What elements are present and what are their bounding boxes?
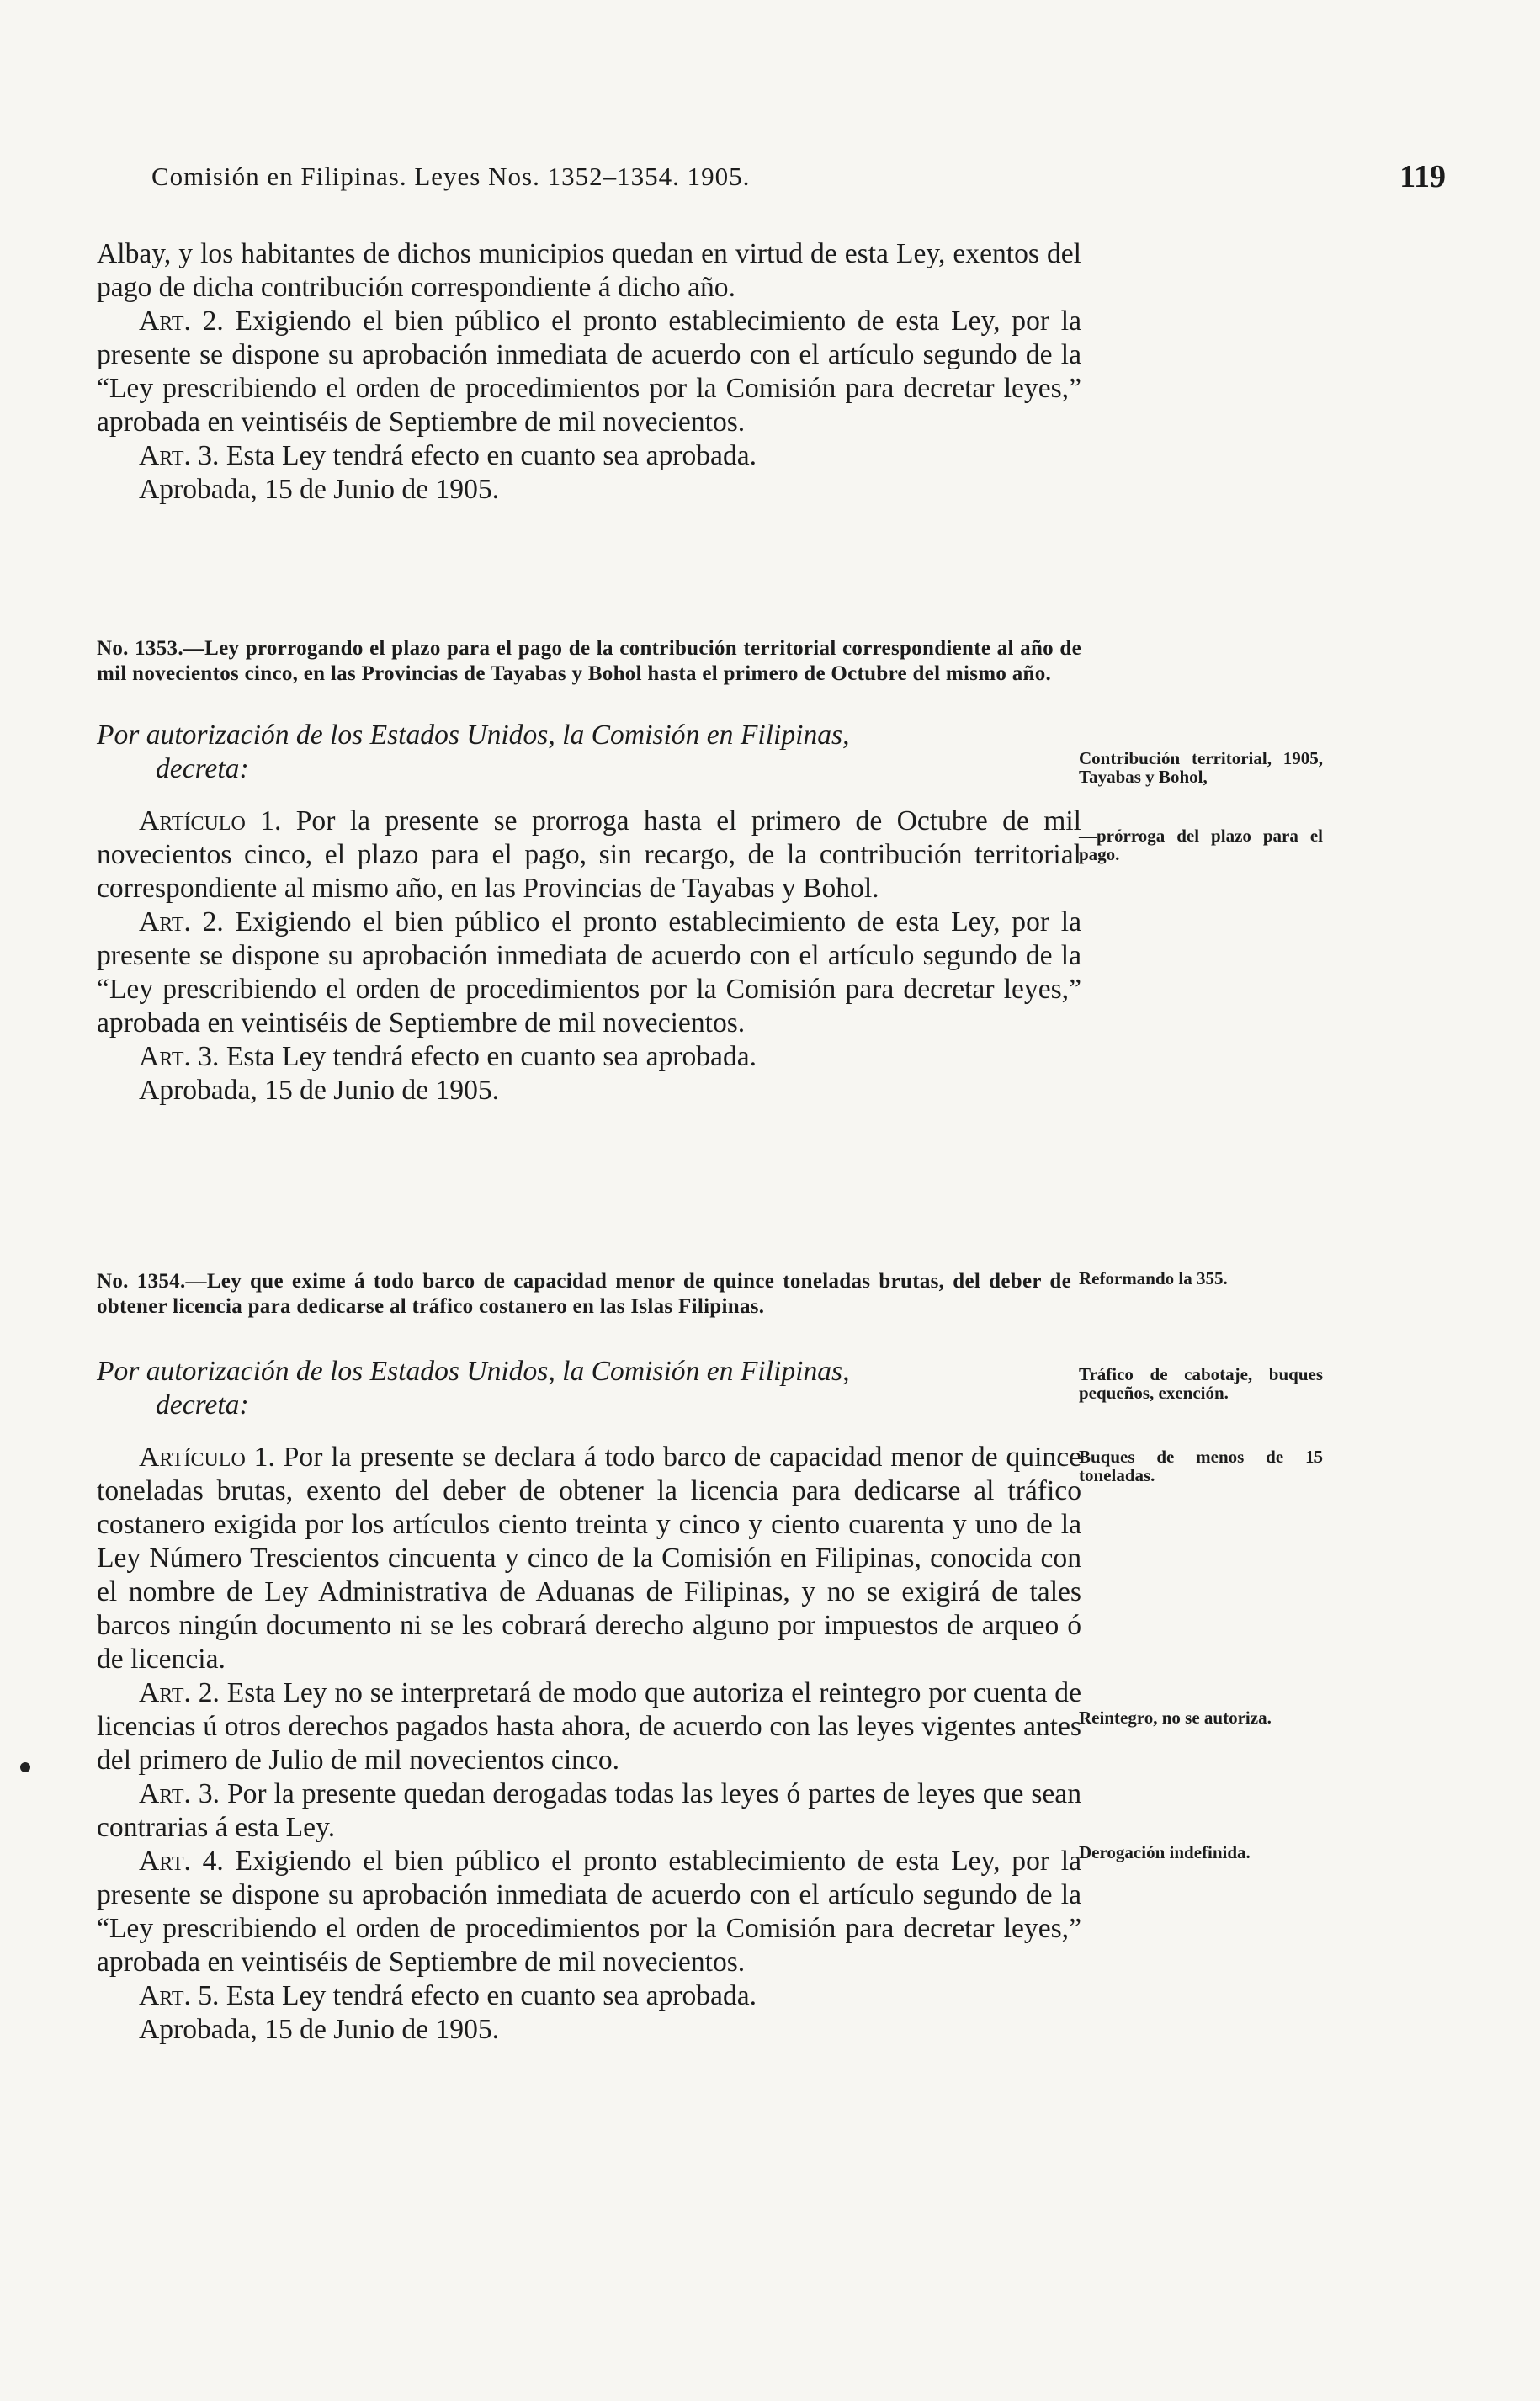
- law-heading: No. 1354.—Ley que exime á todo barco de capacidad menor de quince toneladas brutas, del deber de obtener licencia para dedicarse al tráfico costanero en las Islas Filipinas.: [97, 1270, 1071, 1318]
- margin-note: Reintegro, no se autoriza.: [1079, 1708, 1272, 1728]
- article-4: Art. 4. Exigiendo el bien público el pronto establecimiento de esta Ley, por la presente se dispone su aprobación inmediata de acuerdo con el artículo segundo de la “Ley prescribiendo el orden de procedimientos por la Comisión para decretar leyes,” aprobada en veintiséis de Septiembre de mil novecientos.: [97, 1846, 1081, 1978]
- paragraph: Albay, y los habitantes de dichos municipios quedan en virtud de esta Ley, exentos del pago de dicha contribución correspondiente á dicho año.: [97, 238, 1081, 303]
- law-1353: [97, 636, 1081, 1108]
- margin-note: Contribución territorial, 1905, Tayabas y Bohol,: [1079, 748, 1323, 787]
- article-1: Artículo 1. Por la presente se prorroga hasta el primero de Octubre de mil novecientos cinco, el plazo para el pago, sin recargo, de la contribución territorial correspondiente al mismo año, en las Provincias de Tayabas y Bohol.: [97, 805, 1081, 904]
- approval-date: Aprobada, 15 de Junio de 1905.: [139, 474, 500, 505]
- margin-note: Buques de menos de 15 toneladas.: [1079, 1447, 1323, 1485]
- page-number: 119: [1399, 159, 1446, 194]
- article-3: Art. 3. Esta Ley tendrá efecto en cuanto sea aprobada.: [139, 1041, 757, 1072]
- law-heading: No. 1353.—Ley prorrogando el plazo para el pago de la contribución territorial correspondiente al año de mil novecientos cinco, en las Provincias de Tayabas y Bohol hasta el primero de Octubre del mismo año.: [97, 637, 1081, 685]
- article-3: Art. 3. Por la presente quedan derogadas todas las leyes ó partes de leyes que sean contrarias á esta Ley.: [97, 1778, 1081, 1843]
- margin-note: Derogación indefinida.: [1079, 1842, 1251, 1862]
- page-header: [151, 159, 1446, 205]
- margin-note: Tráfico de cabotaje, buques pequeños, exención.: [1079, 1364, 1323, 1403]
- enacting-clause: Por autorización de los Estados Unidos, la Comisión en Filipinas, decreta:: [97, 720, 850, 784]
- margin-note: Reformando la 355.: [1079, 1268, 1228, 1288]
- running-head: Comisión en Filipinas. Leyes Nos. 1352–1354. 1905.: [151, 162, 751, 191]
- article-1: Artículo 1. Por la presente se declara á todo barco de capacidad menor de quince toneladas brutas, exento del deber de obtener la licencia para dedicarse al tráfico costanero exigida por los artículos ciento treinta y cinco y ciento cuarenta y uno de la Ley Número Trescientos cincuenta y cinco de la Comisión en Filipinas, conocida con el nombre de Ley Administrativa de Aduanas de Filipinas, y no se exigirá de tales barcos ningún documento ni se les cobrará derecho alguno por impuestos de arqueo ó de licencia.: [97, 1442, 1081, 1675]
- article-2: Art. 2. Esta Ley no se interpretará de modo que autoriza el reintegro por cuenta de licencias ú otros derechos pagados hasta ahora, de acuerdo con las leyes vigentes antes del primero de Julio de mil novecientos cinco.: [97, 1677, 1081, 1776]
- article-2: Art. 2. Exigiendo el bien público el pronto establecimiento de esta Ley, por la presente se dispone su aprobación inmediata de acuerdo con el artículo segundo de la “Ley prescribiendo el orden de procedimientos por la Comisión para decretar leyes,” aprobada en veintiséis de Septiembre de mil novecientos.: [97, 305, 1081, 438]
- law-1352-continuation: [97, 237, 1081, 507]
- article-3: Art. 3. Esta Ley tendrá efecto en cuanto sea aprobada.: [139, 440, 757, 471]
- enacting-clause: Por autorización de los Estados Unidos, la Comisión en Filipinas, decreta:: [97, 1356, 850, 1421]
- approval-date: Aprobada, 15 de Junio de 1905.: [139, 1075, 500, 1106]
- article-2: Art. 2. Exigiendo el bien público el pronto establecimiento de esta Ley, por la presente se dispone su aprobación inmediata de acuerdo con el artículo segundo de la “Ley prescribiendo el orden de procedimientos por la Comisión para decretar leyes,” aprobada en veintiséis de Septiembre de mil novecientos.: [97, 906, 1081, 1038]
- margin-note: —prórroga del plazo para el pago.: [1079, 826, 1323, 864]
- scan-mark: [20, 1762, 30, 1772]
- approval-date: Aprobada, 15 de Junio de 1905.: [139, 2014, 500, 2045]
- law-1354: [97, 1269, 1081, 2047]
- article-5: Art. 5. Esta Ley tendrá efecto en cuanto sea aprobada.: [139, 1980, 757, 2011]
